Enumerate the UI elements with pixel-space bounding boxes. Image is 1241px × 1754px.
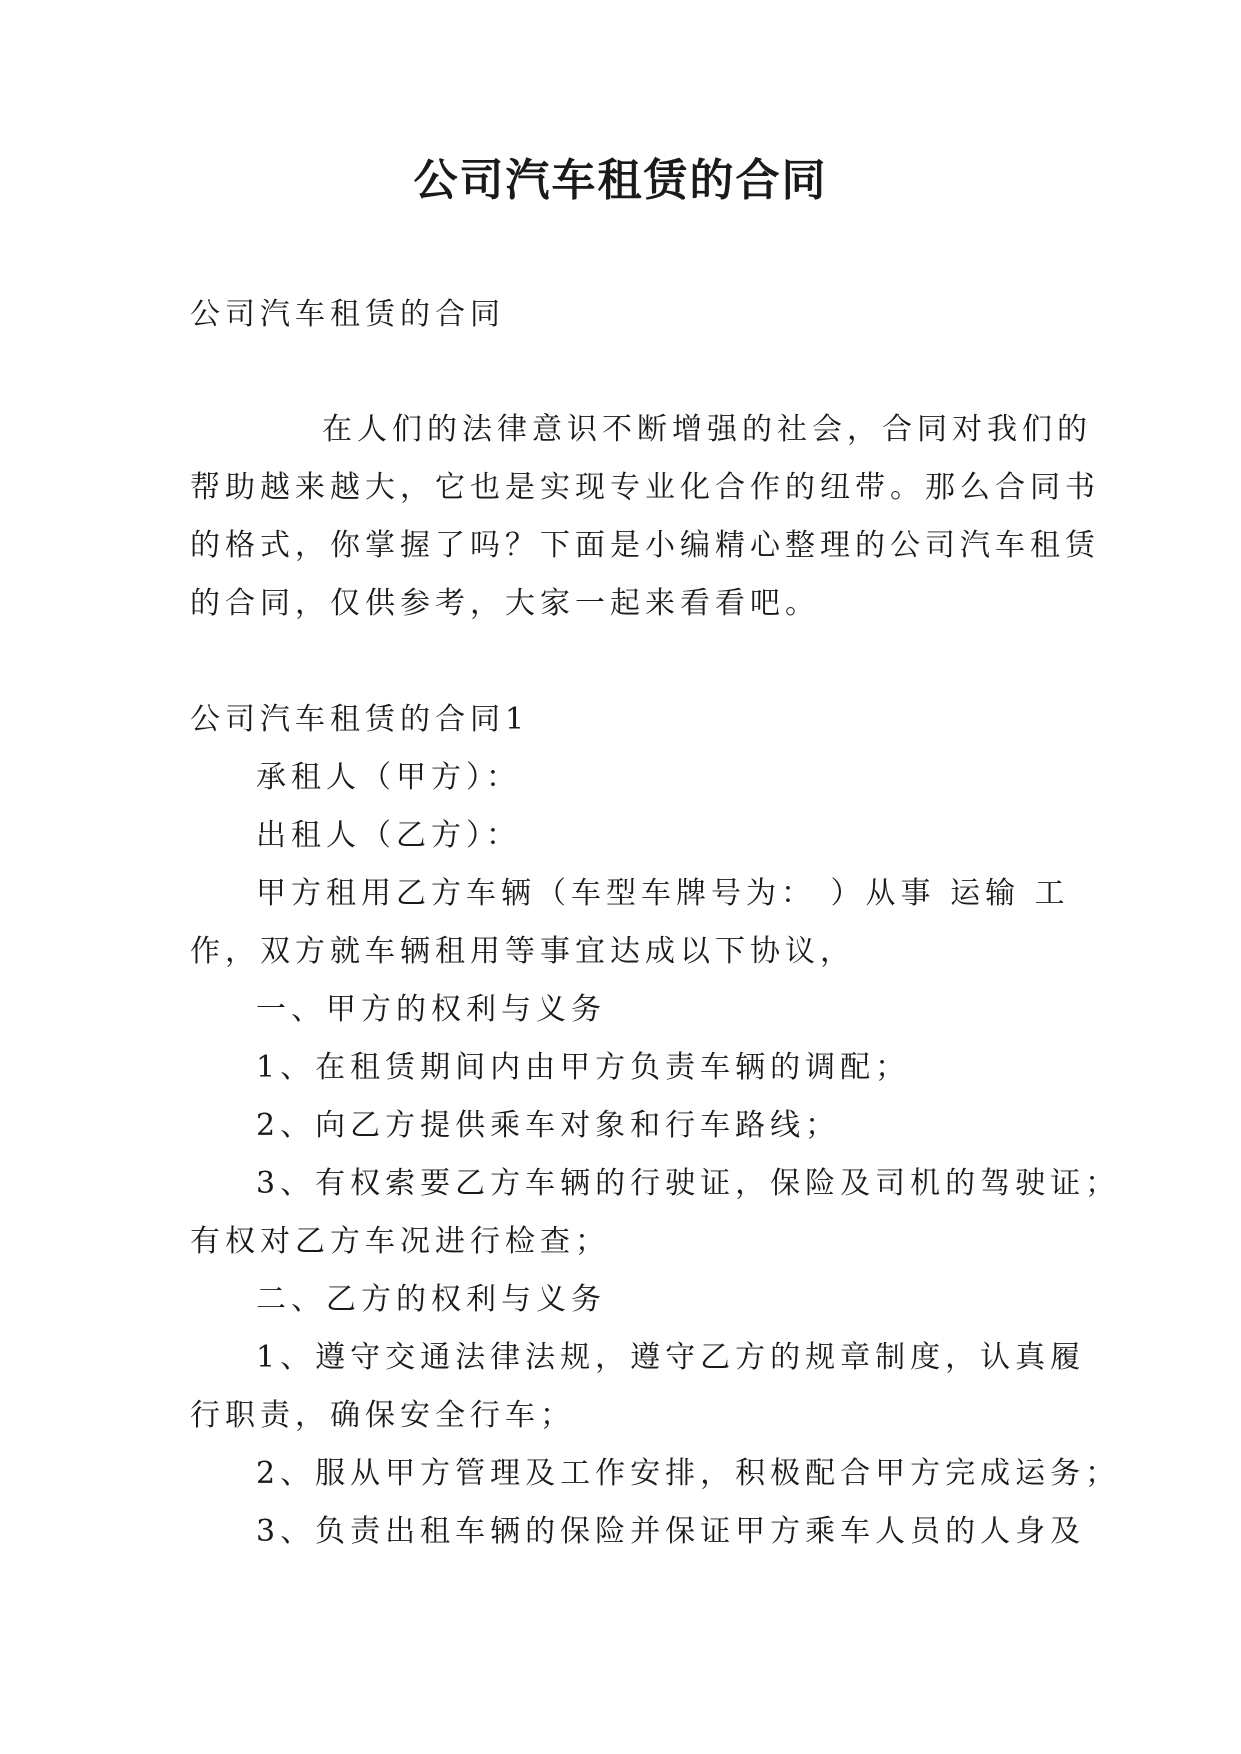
section-heading: 一、甲方的权利与义务 [256,992,606,1027]
party-b-line: 出租人（乙方）： [256,818,521,853]
clause-line: 有权对乙方车况进行检查； [190,1224,610,1259]
document-subtitle [190,286,1050,344]
clause-line: 作，双方就车辆租用等事宜达成以下协议， [190,934,855,969]
clause-line: 1、在租赁期间内由甲方负责车辆的调配； [256,1050,911,1085]
document-title: 公司汽车租赁的合同 [413,155,828,206]
intro-line: 帮助越来越大，它也是实现专业化合作的纽带。那么合同书 [190,470,1100,505]
intro-line: 在人们的法律意识不断增强的社会，合同对我们的 [322,412,1092,447]
clause-line: 3、有权索要乙方车辆的行驶证，保险及司机的驾驶证； [256,1166,1121,1201]
party-a-line: 承租人（甲方）： [256,760,521,795]
subtitle-text: 公司汽车租赁的合同 [190,297,505,332]
intro-line: 的合同，仅供参考，大家一起来看看吧。 [190,586,820,621]
contract-section [190,691,1121,1561]
clause-line: 甲方租用乙方车辆（车型车牌号为： ）从事 运输 工 [256,876,1070,911]
intro-paragraph [190,401,1100,633]
clause-line: 行职责，确保安全行车； [190,1398,575,1433]
contract-heading: 公司汽车租赁的合同1 [190,702,530,737]
clause-line: 3、负责出租车辆的保险并保证甲方乘车人员的人身及 [256,1514,1086,1549]
intro-line: 的格式，你掌握了吗？下面是小编精心整理的公司汽车租赁 [190,528,1100,563]
section-heading: 二、乙方的权利与义务 [256,1282,606,1317]
clause-line: 2、服从甲方管理及工作安排，积极配合甲方完成运务； [256,1456,1121,1491]
clause-line: 2、向乙方提供乘车对象和行车路线； [256,1108,841,1143]
clause-line: 1、遵守交通法律法规，遵守乙方的规章制度，认真履 [256,1340,1086,1375]
